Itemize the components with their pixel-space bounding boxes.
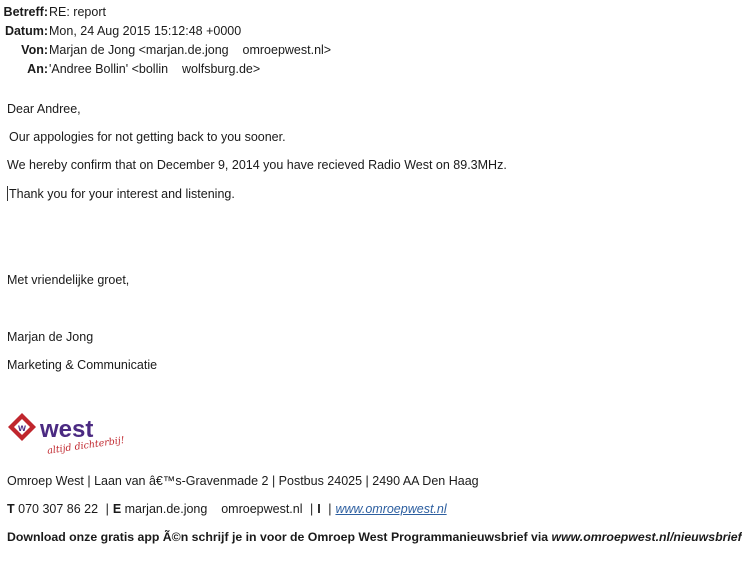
omroep-west-logo: [7, 412, 126, 462]
subject-row: [0, 3, 420, 22]
signature-contact-line: T 070 307 86 22 | E marjan.de.jong omroepwest.nl | I | www.omroepwest.nl: [7, 502, 447, 516]
phone-number: 070 307 86 22: [18, 502, 99, 516]
thanks-text: Thank you for your interest and listening.: [9, 187, 235, 201]
web-label: I: [317, 502, 321, 516]
download-text: Download onze gratis app Ã©n schrijf je in voor de Omroep West Programmanieuwsbrief via: [7, 530, 552, 544]
website-link[interactable]: www.omroepwest.nl: [335, 502, 447, 516]
date-label: Datum:: [4, 24, 48, 38]
greeting: Dear Andree,: [7, 102, 81, 116]
phone-label: T: [7, 502, 15, 516]
thanks-line: [7, 186, 235, 202]
email-address[interactable]: marjan.de.jong omroepwest.nl: [124, 502, 303, 516]
apology-line: Our appologies for not getting back to you sooner.: [9, 130, 286, 144]
text-cursor: [7, 186, 8, 201]
to-label: An:: [27, 62, 48, 76]
email-header: [0, 3, 420, 79]
signature-address: Omroep West | Laan van â€™s-Gravenmade 2 | Postbus 24025 | 2490 AA Den Haag: [7, 474, 479, 488]
confirmation-line: We hereby confirm that on December 9, 2014 you have recieved Radio West on 89.3MHz.: [7, 158, 507, 172]
sender-department: Marketing & Communicatie: [7, 358, 158, 372]
email-label: E: [112, 502, 122, 516]
logo-wordmark: west: [40, 416, 94, 443]
from-label: Von:: [21, 43, 48, 57]
subject-label: Betreff:: [3, 5, 48, 19]
to-value[interactable]: 'Andree Bollin' <bollin wolfsburg.de>: [49, 62, 261, 76]
date-row: [0, 22, 420, 41]
west-logo-icon: [7, 412, 126, 462]
to-row: [0, 60, 420, 79]
svg-text:w: w: [18, 423, 26, 434]
date-value: Mon, 24 Aug 2015 15:12:48 +0000: [49, 24, 242, 38]
closing-line: Met vriendelijke groet,: [7, 273, 130, 287]
subject-value: RE: report: [49, 5, 106, 19]
from-row: [0, 41, 420, 60]
from-value[interactable]: Marjan de Jong <marjan.de.jong omroepwest.nl>: [49, 43, 332, 57]
newsletter-link[interactable]: www.omroepwest.nl/nieuwsbrief: [551, 530, 742, 544]
sender-name: Marjan de Jong: [7, 330, 94, 344]
logo-tagline: altijd dichterbij!: [46, 434, 126, 457]
newsletter-download-line: [7, 530, 742, 544]
